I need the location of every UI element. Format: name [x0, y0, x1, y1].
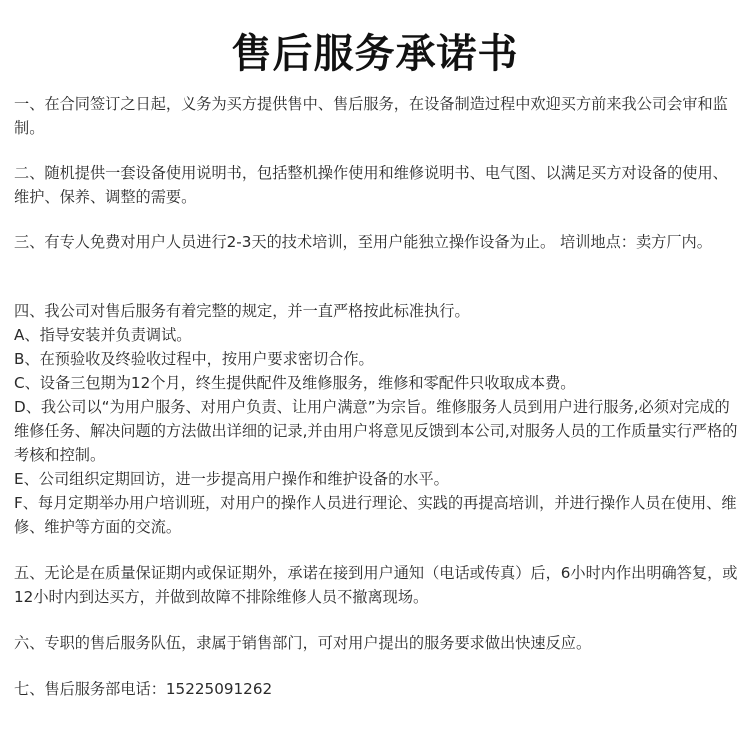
clause-2: 二、随机提供一套设备使用说明书，包括整机操作使用和维修说明书、电气图、以满足买方对设备的使用、维护、保养、调整的需要。 — [14, 164, 728, 206]
clause-6: 六、专职的售后服务队伍，隶属于销售部门，可对用户提出的服务要求做出快速反应。 — [14, 634, 592, 652]
clause-4-item-f: F、每月定期举办用户培训班，对用户的操作人员进行理论、实践的再提高培训，并进行操作人员在使用、维修、维护等方面的交流。 — [14, 494, 737, 536]
clause-4-item-a: A、指导安装并负责调试。 — [14, 326, 192, 344]
clause-4-item-c: C、设备三包期为12个月，终生提供配件及维修服务，维修和零配件只收取成本费。 — [14, 374, 576, 392]
clause-1: 一、在合同签订之日起，义务为买方提供售中、售后服务，在设备制造过程中欢迎买方前来我公司会审和监制。 — [14, 95, 728, 137]
document-title: 售后服务承诺书 — [231, 31, 519, 77]
document-body — [14, 92, 738, 701]
clause-4-item-d: D、我公司以“为用户服务、对用户负责、让用户满意”为宗旨。维修服务人员到用户进行服务,必须对完成的维修任务、解决问题的方法做出详细的记录,并由用户将意见反馈到本公司,对服务人员的工作质量实行严格的考核和控制。 — [14, 398, 738, 464]
clause-5: 五、无论是在质量保证期内或保证期外，承诺在接到用户通知（电话或传真）后，6小时内作出明确答复，或12小时内到达买方，并做到故障不排除维修人员不撤离现场。 — [14, 564, 738, 606]
clause-3: 三、有专人免费对用户人员进行2-3天的技术培训，至用户能独立操作设备为止。 培训地点：卖方厂内。 — [14, 233, 712, 251]
clause-4-item-e: E、公司组织定期回访，进一步提高用户操作和维护设备的水平。 — [14, 470, 449, 488]
clause-4: 四、我公司对售后服务有着完整的规定，并一直严格按此标准执行。 — [14, 302, 470, 320]
clause-7-phone: 七、售后服务部电话：15225091262 — [14, 680, 273, 698]
clause-4-item-b: B、在预验收及终验收过程中，按用户要求密切合作。 — [14, 350, 374, 368]
